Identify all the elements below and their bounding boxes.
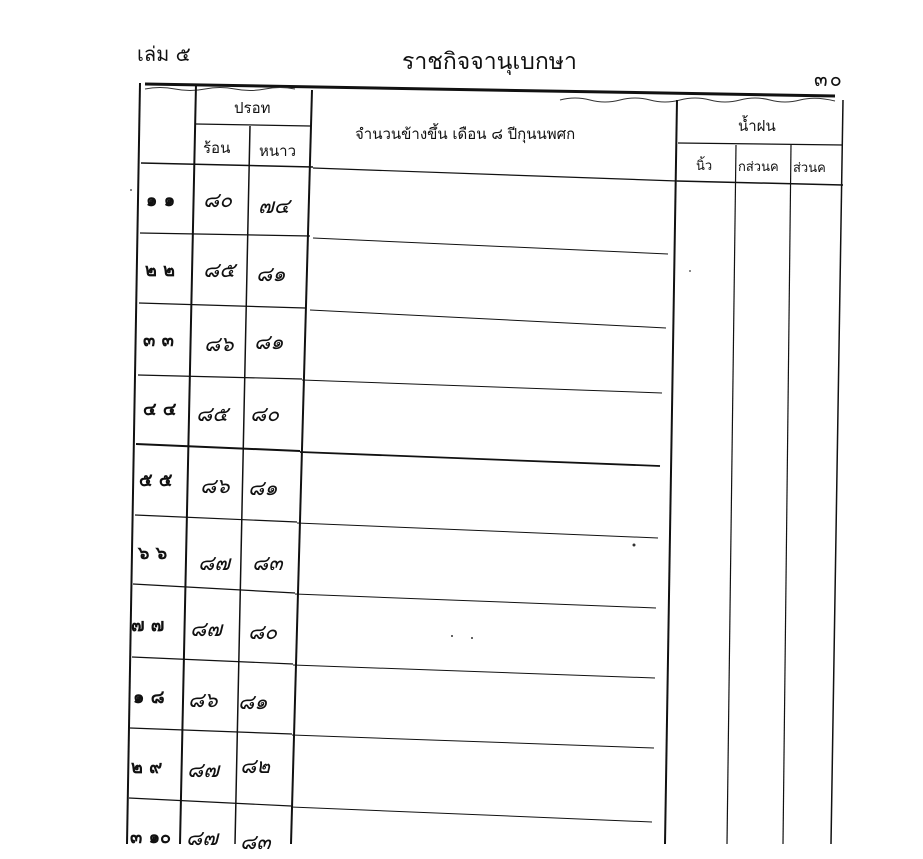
day-cell: ๑ ๑ [146,190,176,211]
day-cell: ๔ ๔ [143,399,177,420]
day-cell: ๒ ๒ [145,260,175,281]
cold-cell: ๘๑ [254,330,284,354]
day-cell: ๑ ๘ [133,687,165,708]
cold-cell: ๘๑ [238,690,268,714]
hot-cell: ๘๗ [186,826,218,850]
day-cell: ๖ ๖ [138,543,168,564]
rain-subheader-part-b: ส่วนค [793,161,826,176]
cold-cell: ๘๓ [252,551,283,575]
gazette-title: ราชกิจจานุเบกษา [402,49,577,75]
cold-cell: ๗๔ [258,194,290,218]
hot-cell: ๘๗ [198,551,230,575]
hot-cell: ๘๖ [204,332,234,356]
hot-cell: ๘๖ [200,474,230,498]
cold-column-header: หนาว [259,142,296,160]
day-cell: ๗ ๗ [131,615,165,636]
cold-cell: ๘๒ [240,754,271,778]
hot-cell: ๘๕ [203,258,236,282]
cold-cell: ๘๑ [256,262,286,286]
hot-cell: ๘๐ [203,188,233,212]
day-cell: ๓ ๓ [143,330,174,351]
hot-cell: ๘๖ [188,688,218,712]
rain-header: น้ำฝน [738,117,776,135]
hot-column-header: ร้อน [203,139,231,157]
rain-subheader-part-a: กส่วนค [738,160,779,175]
hot-cell: ๘๕ [196,402,229,426]
cold-cell: ๘๐ [248,620,278,644]
thermometer-header: ปรอท [234,99,271,117]
rain-subheader-inch: นิ้ว [696,159,713,174]
cold-cell: ๘๓ [240,830,271,854]
day-cell: ๒ ๙ [131,757,163,778]
day-cell: ๕ ๕ [139,470,173,491]
day-cell: ๓ ๑๐ [130,827,171,848]
main-column-header: จำนวนข้างขึ้น เดือน ๘ ปีกุนนพศก [355,125,576,143]
page-number: ๓๐ [814,67,844,91]
cold-cell: ๘๑ [248,476,278,500]
hot-cell: ๘๗ [190,617,222,641]
hot-cell: ๘๗ [187,758,219,782]
cold-cell: ๘๐ [250,402,280,426]
volume-label: เล่ม ๕ [137,42,191,66]
